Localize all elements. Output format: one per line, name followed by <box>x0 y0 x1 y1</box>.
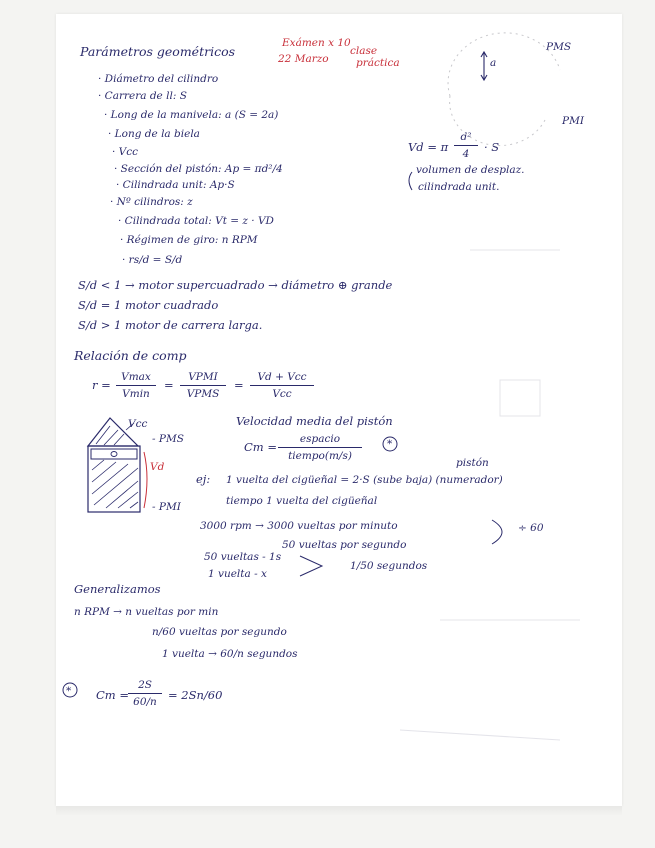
leader-line <box>126 423 134 430</box>
ratio-line: S/d > 1 motor de carrera larga. <box>78 318 263 332</box>
compression-heading: Relación de comp <box>74 348 187 363</box>
compression-r: r = <box>92 378 111 392</box>
piston <box>91 449 137 459</box>
speed-heading: Velocidad media del pistón <box>236 414 393 428</box>
final-cm: Cm = <box>96 688 129 702</box>
frac-num: Vd + Vcc <box>250 372 314 386</box>
param-item: · Régimen de giro: n RPM <box>120 234 258 246</box>
cylinder-head-shape <box>88 418 138 446</box>
diagram-pmi-label: - PMI <box>152 501 181 513</box>
general-line-1: n RPM → n vueltas por min <box>74 606 219 618</box>
vd-fraction-num: d² <box>454 132 478 146</box>
piston-pin-icon <box>111 452 117 457</box>
frac-den: Vmin <box>122 387 150 400</box>
rpm-line-1: 3000 rpm → 3000 vueltas por minuto <box>200 520 398 532</box>
frac-num: VPMI <box>180 372 226 386</box>
pmi-label: PMI <box>562 115 584 127</box>
example-label: ej: <box>196 472 211 486</box>
frac-den: VPMS <box>186 387 220 400</box>
equals-sign: = <box>234 378 244 392</box>
example-line-2: tiempo 1 vuelta del cigüeñal <box>226 495 378 507</box>
frac-den: Vcc <box>272 387 292 400</box>
class-label: clase <box>350 45 378 57</box>
vd-fraction-den: 4 <box>462 147 470 160</box>
vd-formula-lhs: Vd = π <box>408 140 449 154</box>
crank-circle-sketch <box>448 33 560 96</box>
bleed-through-marks <box>400 250 580 740</box>
param-item: · Long de la biela <box>108 128 200 140</box>
vd-note-volume: volumen de desplaz. <box>416 164 525 176</box>
final-result: = 2Sn/60 <box>168 688 223 702</box>
divide-bracket-icon <box>492 520 502 544</box>
param-item: · Carrera de ll: S <box>98 90 187 102</box>
param-item: · Cilindrada total: Vt = z · VD <box>118 215 274 227</box>
frac-num: 2S <box>128 680 162 694</box>
param-item: · Sección del pistón: Ap = πd²/4 <box>114 163 283 175</box>
example-line-1: 1 vuelta del cigüeñal = 2·S (sube baja) (numerador) <box>226 474 503 486</box>
rule-line-1: 50 vueltas - 1s <box>204 551 282 563</box>
rule-brace-icon <box>300 556 322 576</box>
rule-line-2: 1 vuelta - x <box>208 568 267 580</box>
crank-circle-sketch <box>450 96 545 146</box>
frac-num: espacio <box>278 434 362 448</box>
speed-cm: Cm = <box>244 440 277 454</box>
ratio-line: S/d < 1 → motor supercuadrado → diámetro ⊕ grande <box>78 278 393 292</box>
equals-sign: = <box>164 378 174 392</box>
vd-brace-icon <box>144 452 147 508</box>
frac-den: tiempo(m/s) <box>288 449 352 462</box>
diagram-pms-label: - PMS <box>152 433 184 445</box>
general-line-2: n/60 vueltas por segundo <box>152 626 287 638</box>
param-item: · Cilindrada unit: Ap·S <box>116 179 235 191</box>
diagram-vd-label: Vd <box>150 461 165 473</box>
general-heading: Generalizamos <box>74 582 161 596</box>
vd-note-displacement: cilindrada unit. <box>418 181 500 193</box>
exam-date: 22 Marzo <box>278 53 329 65</box>
param-item: · rs/d = S/d <box>122 254 183 266</box>
exam-note: Exámen x 10 <box>282 37 351 49</box>
ratio-line: S/d = 1 motor cuadrado <box>78 298 219 312</box>
rpm-line-2: 50 vueltas por segundo <box>282 539 407 551</box>
param-item: · Long de la manivela: a (S = 2a) <box>104 109 279 121</box>
brace-icon <box>409 172 412 190</box>
crank-a-label: a <box>490 57 497 69</box>
diagram-vcc-label: Vcc <box>128 418 148 430</box>
page-title: Parámetros geométricos <box>80 44 236 59</box>
star-circle-icon <box>63 683 77 697</box>
frac-num: Vmax <box>116 372 156 386</box>
vd-formula-rhs: · S <box>484 140 500 154</box>
piston-note: pistón <box>456 457 489 469</box>
general-line-3: 1 vuelta → 60/n segundos <box>162 648 298 660</box>
practice-label: práctica <box>356 57 400 69</box>
param-item: · Diámetro del cilindro <box>98 73 219 85</box>
rule-result: 1/50 segundos <box>350 560 428 572</box>
frac-den: 60/n <box>133 695 157 708</box>
divide-60: ÷ 60 <box>518 522 544 534</box>
pms-label: PMS <box>546 41 572 53</box>
star-circle-icon <box>383 437 397 451</box>
speed-star: * <box>387 438 393 450</box>
param-item: · Nº cilindros: z <box>110 196 193 208</box>
param-item: · Vcc <box>112 146 139 158</box>
final-star: * <box>66 685 72 697</box>
